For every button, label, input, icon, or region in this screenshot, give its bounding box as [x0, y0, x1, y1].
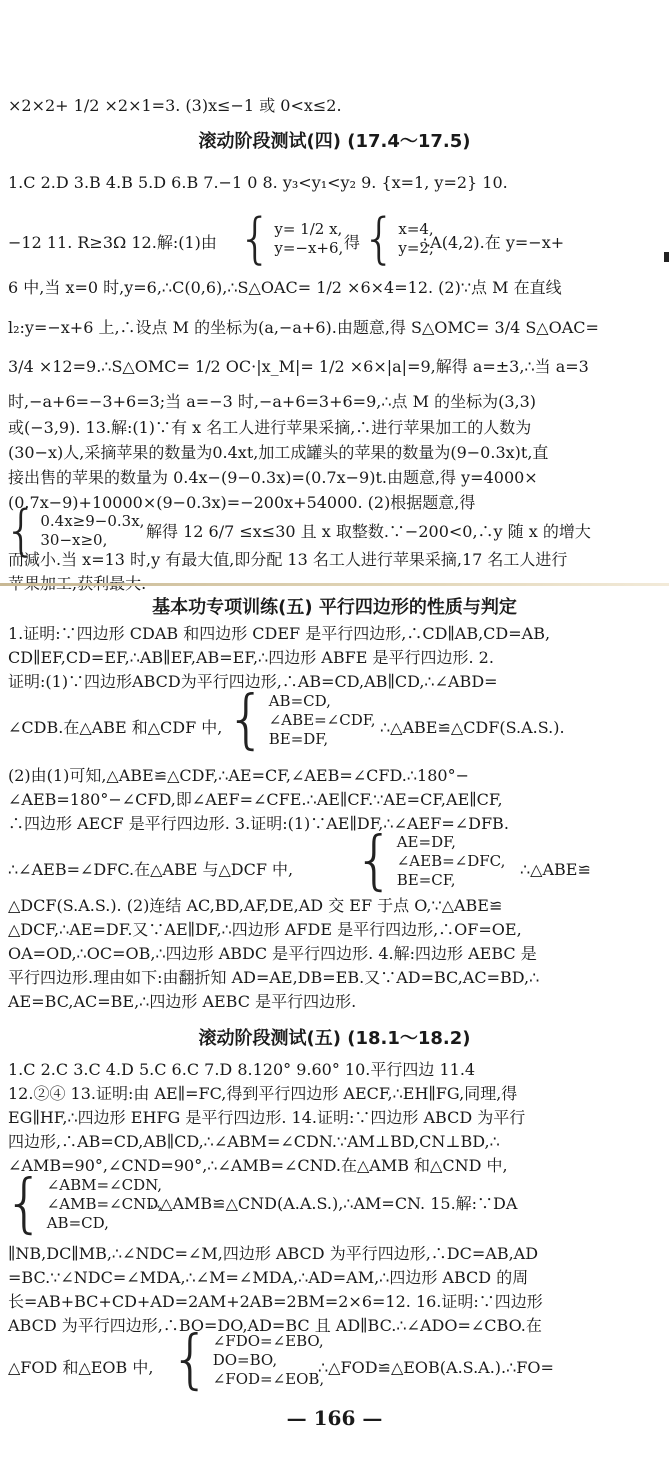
equation: AB=CD, — [268, 691, 331, 710]
equation: AB=CD, — [46, 1213, 109, 1232]
brace-symbol: { — [4, 499, 39, 562]
text-line: ∥NB,DC∥MB,∴∠NDC=∠M,四边形 ABCD 为平行四边形,∴DC=AB,AD — [8, 1244, 539, 1263]
text-line: 1.证明:∵四边形 CDAB 和四边形 CDEF 是平行四边形,∴CD∥AB,CD=AB, — [8, 624, 551, 643]
text-line: 证明:(1)∵四边形ABCD为平行四边形,∴AB=CD,AB∥CD,∴∠ABD= — [8, 672, 498, 691]
equation: ∠AEB=∠DFC, — [396, 851, 506, 870]
text-line: 接出售的苹果的数量为 0.4x−(9−0.3x)=(0.7x−9)t.由题意,得 y=4000× — [8, 468, 538, 487]
equation-system — [4, 1167, 163, 1241]
text-line: l₂:y=−x+6 上,∴设点 M 的坐标为(a,−a+6).由题意,得 S△OMC= 3/4 S△OAC= — [8, 318, 599, 337]
brace-symbol: { — [226, 683, 267, 757]
section-divider — [0, 583, 669, 586]
text-line: ×2×2+ 1/2 ×2×1=3. (3)x≤−1 或 0<x≤2. — [8, 96, 342, 115]
equation: 0.4x≥9−0.3x, — [40, 512, 145, 530]
text-line: ∠AMB=90°,∠CND=90°,∴∠AMB=∠CND.在△AMB 和△CND 中, — [8, 1156, 508, 1175]
text-line: 解得 12 6/7 ≤x≤30 且 x 取整数.∵−200<0,∴y 随 x 的增大 — [146, 522, 591, 541]
text-line: △DCF,∴AE=DF.又∵AE∥DF,∴四边形 AFDE 是平行四边形,∴OF=OE, — [8, 920, 522, 939]
text-line: ABCD 为平行四边形,∴BO=DO,AD=BC 且 AD∥BC.∴∠ADO=∠CBO.在 — [8, 1316, 542, 1335]
page-number: — 166 — — [286, 1406, 383, 1430]
equation: 30−x≥0, — [40, 531, 108, 549]
text-line: ∠CDB.在△ABE 和△CDF 中, — [8, 718, 223, 737]
text-line: 1.C 2.D 3.B 4.B 5.D 6.B 7.−1 0 8. y₃<y₁<y₂ 9. {x=1, y=2} 10. — [8, 173, 508, 192]
equation: x=4, — [398, 220, 434, 238]
text-line: 或(−3,9). 13.解:(1)∵有 x 名工人进行苹果采摘,∴进行苹果加工的人数为 — [8, 418, 532, 437]
text-line: ∴A(4,2).在 y=−x+ — [420, 233, 565, 252]
text-line: ∴∠AEB=∠DFC.在△ABE 与△DCF 中, — [8, 860, 294, 879]
equation: BE=DF, — [268, 729, 329, 748]
section-title: 基本功专项训练(五) 平行四边形的性质与判定 — [152, 597, 517, 618]
brace-symbol: { — [238, 207, 273, 270]
text-line: ∴△FOD≌△EOB(A.S.A.).∴FO= — [318, 1358, 554, 1377]
text-line: ∴△ABE≌ — [520, 860, 591, 879]
equation: ∠ABM=∠CDN, — [46, 1175, 163, 1194]
text-line: (2)由(1)可知,△ABE≌△CDF,∴AE=CF,∠AEB=∠CFD.∴180°− — [8, 766, 469, 785]
equation: ∠FDO=∠EBO, — [212, 1331, 324, 1350]
text-line: △DCF(S.A.S.). (2)连结 AC,BD,AF,DE,AD 交 EF 于点 O,∵△ABE≌ — [8, 896, 503, 915]
text-line: 12.②④ 13.证明:由 AE∥=FC,得到平行四边形 AECF,∴EH∥FG,同理,得 — [8, 1084, 518, 1103]
brace-symbol: { — [170, 1323, 211, 1397]
equation: ∠AMB=∠CND, — [46, 1194, 163, 1213]
text-line: 6 中,当 x=0 时,y=6,∴C(0,6),∴S△OAC= 1/2 ×6×4=12. (2)∵点 M 在直线 — [8, 278, 562, 297]
text-line: 平行四边形.理由如下:由翻折知 AD=AE,DB=EB.又∵AD=BC,AC=BD,∴ — [8, 968, 540, 987]
text-line: 时,−a+6=−3+6=3;当 a=−3 时,−a+6=3+6=9,∴点 M 的坐标为(3,3) — [8, 392, 537, 411]
text-line: ∴四边形 AECF 是平行四边形. 3.证明:(1)∵AE∥DF,∴∠AEF=∠DFB. — [8, 814, 509, 833]
text-line: ∠AEB=180°−∠CFD,即∠AEF=∠CFE.∴AE∥CF.∵AE=CF,AE∥CF, — [8, 790, 503, 809]
brace-symbol: { — [362, 207, 397, 270]
brace-symbol: { — [4, 1167, 45, 1241]
text-line: OA=OD,∴OC=OB,∴四边形 ABDC 是平行四边形. 4.解:四边形 AEBC 是 — [8, 944, 537, 963]
text-line: ∴△AMB≌△CND(A.A.S.),∴AM=CN. 15.解:∵DA — [150, 1194, 518, 1213]
equation-system — [238, 207, 344, 270]
equation: BE=CF, — [396, 870, 456, 889]
text-line: 1.C 2.C 3.C 4.D 5.C 6.C 7.D 8.120° 9.60° 10.平行四边 11.4 — [8, 1060, 476, 1079]
equation: ∠ABE=∠CDF, — [268, 710, 376, 729]
text-line: AE=BC,AC=BE,∴四边形 AEBC 是平行四边形. — [8, 992, 357, 1011]
equation-system — [354, 824, 506, 898]
equation: y=2, — [398, 239, 434, 257]
text-line: EG∥HF,∴四边形 EHFG 是平行四边形. 14.证明:∵四边形 ABCD 为平行 — [8, 1108, 526, 1127]
section-title: 滚动阶段测试(五) (18.1～18.2) — [198, 1028, 471, 1049]
text-line: −12 11. R≥3Ω 12.解:(1)由 — [8, 233, 217, 252]
text-line: CD∥EF,CD=EF,∴AB∥EF,AB=EF,∴四边形 ABFE 是平行四边形. 2. — [8, 648, 494, 667]
text-line: 而减小.当 x=13 时,y 有最大值,即分配 13 名工人进行苹果采摘,17 名工人进行 — [8, 550, 568, 569]
equation-system — [226, 683, 376, 757]
equation: DO=BO, — [212, 1350, 278, 1369]
equation: y= 1/2 x, — [274, 220, 343, 238]
equation: ∠FOD=∠EOB, — [212, 1369, 325, 1388]
text-line: △FOD 和△EOB 中, — [8, 1358, 154, 1377]
text-line: 长=AB+BC+CD+AD=2AM+2AB=2BM=2×6=12. 16.证明:∵四边形 — [8, 1292, 543, 1311]
text-line: ∴△ABE≌△CDF(S.A.S.). — [380, 718, 565, 737]
text-line: (30−x)人,采摘苹果的数量为0.4xt,加工成罐头的苹果的数量为(9−0.3x)t,直 — [8, 443, 549, 462]
equation: AE=DF, — [396, 832, 456, 851]
text-line: 四边形,∴AB=CD,AB∥CD,∴∠ABM=∠CDN.∵AM⊥BD,CN⊥BD,∴ — [8, 1132, 500, 1151]
text-line: 3/4 ×12=9.∴S△OMC= 1/2 OC·|x_M|= 1/2 ×6×|a|=9,解得 a=±3,∴当 a=3 — [8, 357, 589, 376]
equation-system — [170, 1323, 325, 1397]
section-title: 滚动阶段测试(四) (17.4～17.5) — [198, 131, 471, 152]
text-line: 得 — [344, 233, 361, 252]
margin-mark — [664, 252, 669, 262]
text-line: (0.7x−9)+10000×(9−0.3x)=−200x+54000. (2)根据题意,得 — [8, 493, 476, 512]
brace-symbol: { — [354, 824, 395, 898]
equation: y=−x+6, — [274, 239, 344, 257]
text-line: =BC.∵∠NDC=∠MDA,∴∠M=∠MDA,∴AD=AM,∴四边形 ABCD 的周 — [8, 1268, 529, 1287]
